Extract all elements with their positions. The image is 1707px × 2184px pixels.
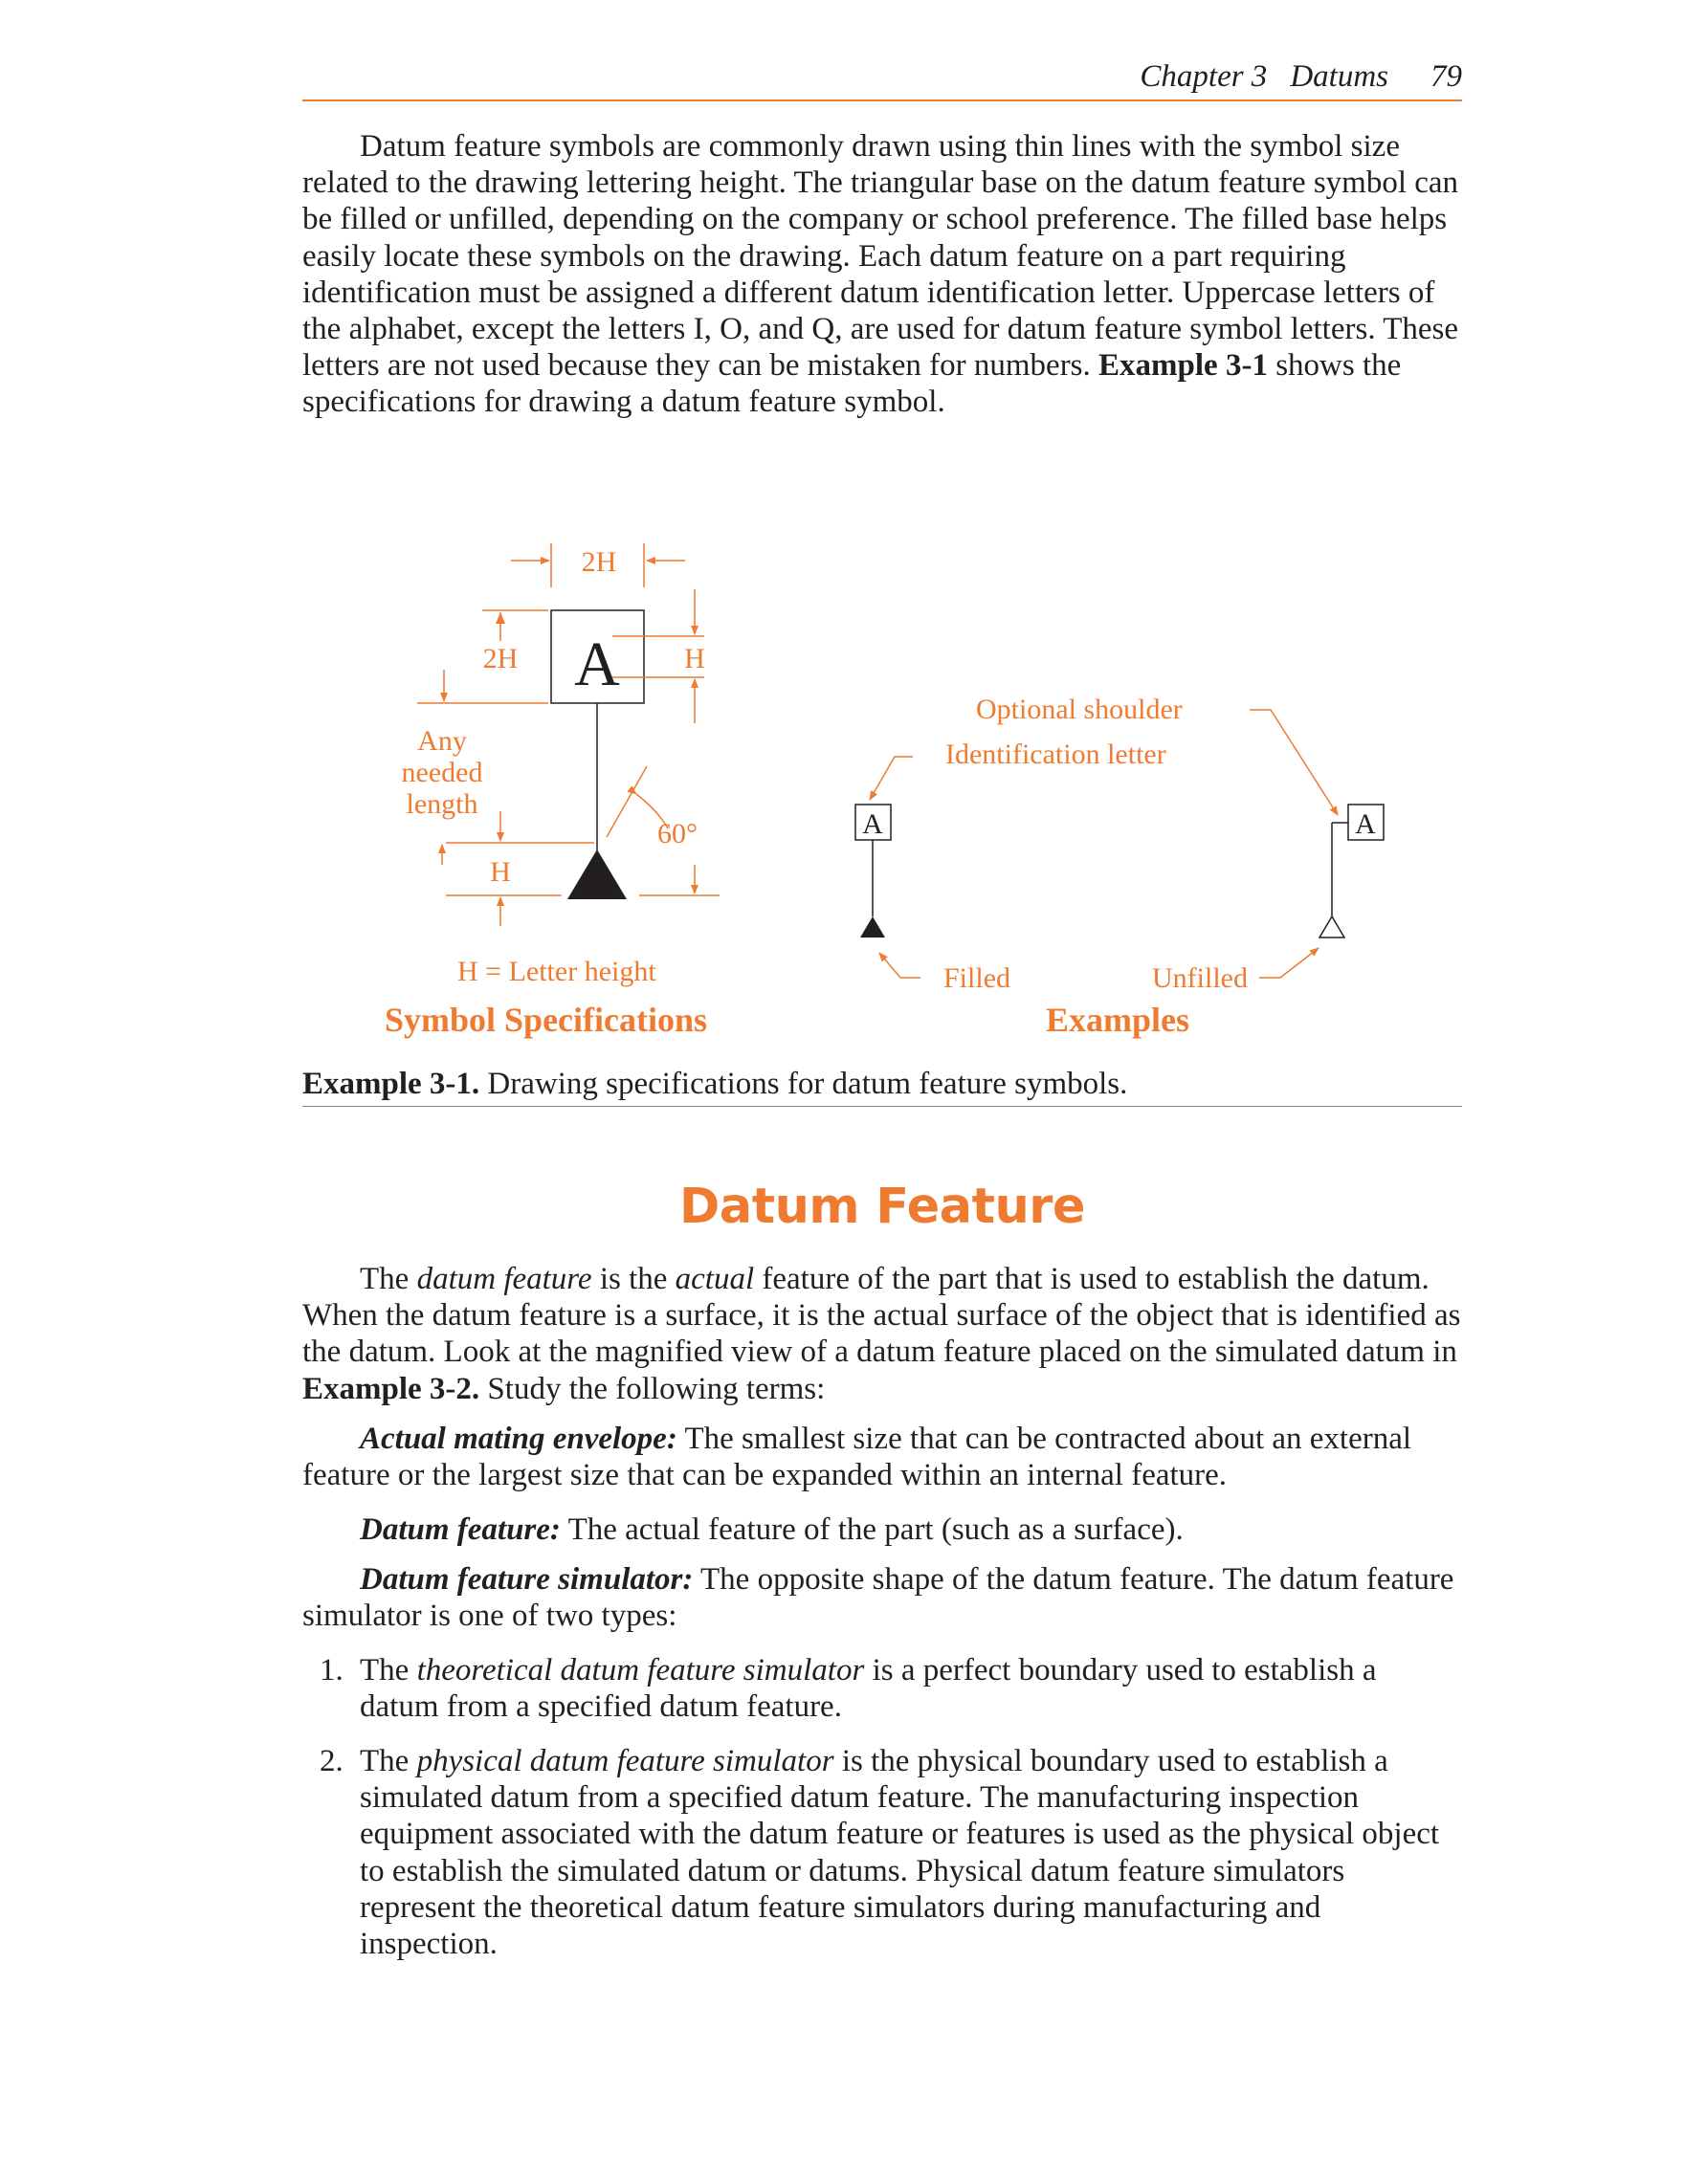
list-italic: theoretical datum feature simulator [416, 1653, 865, 1688]
optional-shoulder-label: Optional shoulder [976, 694, 1183, 725]
para-text: feature of the part that is used to establish the datum. When the datum feature is a surface, it is the actual surface of the object that is identified as the datum. Look at the magnified view of a datum feature placed on the simulated datum in [302, 1262, 1461, 1370]
list-text: is a perfect boundary used to establish a datum from a specified datum feature. [360, 1653, 1377, 1725]
list-text: is the physical boundary used to establish a simulated datum from a specified datum feature. The manufacturing inspection equipment associated with the datum feature or features is used as the physical object to establish the simulated datum or datums. Physical datum feature simulators represent the theoretical datum feature simulators during manufacturing and inspection. [360, 1744, 1440, 1962]
datum-feature-paragraph [302, 1261, 1462, 1407]
intro-paragraph [302, 128, 1462, 421]
example-ref: Example 3-1 [1098, 348, 1268, 384]
filled-triangle [860, 916, 885, 938]
example-ref: Example 3-2. [302, 1371, 480, 1406]
unfilled-label: Unfilled [1152, 962, 1248, 994]
figure-example-3-1 [302, 524, 1462, 1041]
term-datum-feature-simulator [302, 1561, 1462, 1634]
unfilled-example-letter: A [1355, 808, 1376, 840]
para-text: Study the following terms: [479, 1371, 826, 1406]
figure-caption [302, 1067, 1462, 1107]
term-label: Datum feature simulator: [360, 1562, 694, 1597]
intro-text: Datum feature symbols are commonly drawn using thin lines with the symbol size related to the drawing lettering height. The triangular base on the datum feature symbol can be filled or unfilled, depending on the company or school preference. The filled base helps easily locate these symbols on the drawing. Each datum feature on a part requiring identification must be assigned a different datum identification letter. Uppercase letters of the alphabet, except the letters I, O, and Q, are used for datum feature symbol letters. These letters are not used because they can be mistaken for numbers. [302, 129, 1459, 384]
spec-length-label-3: length [406, 788, 478, 820]
term-label: Actual mating envelope: [360, 1422, 677, 1456]
spec-length-label-1: Any [417, 725, 467, 757]
list-text: The [360, 1653, 417, 1688]
caption-label: Example 3-1. [302, 1067, 480, 1101]
filled-label: Filled [943, 962, 1011, 994]
chapter-title: Datums [1290, 59, 1388, 94]
para-italic-term: datum feature [416, 1262, 592, 1296]
spec-legend: H = Letter height [457, 956, 656, 987]
unfilled-triangle [1319, 916, 1344, 938]
para-italic-actual: actual [675, 1262, 755, 1296]
list-number: 1. [320, 1653, 344, 1688]
spec-filled-triangle [567, 849, 627, 899]
spec-length-label-2: needed [401, 757, 483, 788]
term-definition: The smallest size that can be contracted about an external feature or the largest size that can be expanded within an internal feature. [302, 1422, 1412, 1493]
term-actual-mating-envelope [302, 1421, 1462, 1493]
term-definition: The opposite shape of the datum feature. The datum feature simulator is one of two types: [302, 1562, 1454, 1634]
para-text: The [360, 1262, 417, 1296]
list-item [302, 1743, 1462, 1962]
spec-height-dim: 2H [482, 643, 519, 674]
examples-title: Examples [1045, 1001, 1190, 1039]
filled-example-letter: A [862, 808, 883, 840]
spec-angle: 60° [657, 818, 698, 849]
term-label: Datum feature: [360, 1512, 561, 1547]
running-head [302, 55, 1462, 101]
running-head-text [1117, 59, 1462, 95]
term-datum-feature [302, 1511, 1462, 1548]
spec-title: Symbol Specifications [385, 1001, 708, 1039]
datum-symbol-drawing [302, 524, 1462, 1041]
section-heading: Datum Feature [678, 1179, 1086, 1235]
list-item [302, 1652, 1462, 1725]
para-text: is the [591, 1262, 676, 1296]
spec-width-dim: 2H [581, 546, 617, 578]
page-number: 79 [1430, 59, 1462, 94]
identification-letter-label: Identification letter [945, 739, 1166, 770]
chapter-label: Chapter 3 [1140, 59, 1268, 94]
list-text: The [360, 1744, 417, 1778]
list-italic: physical datum feature simulator [416, 1744, 834, 1778]
caption-text: Drawing specifications for datum feature symbols. [479, 1067, 1128, 1101]
intro-text-end: shows the specifications for drawing a datum feature symbol. [302, 348, 1402, 420]
term-definition: The actual feature of the part (such as a surface). [560, 1512, 1184, 1547]
spec-base-dim: H [490, 856, 511, 888]
list-number: 2. [320, 1744, 344, 1778]
spec-letter: A [574, 629, 620, 699]
spec-letter-dim: H [684, 643, 705, 674]
